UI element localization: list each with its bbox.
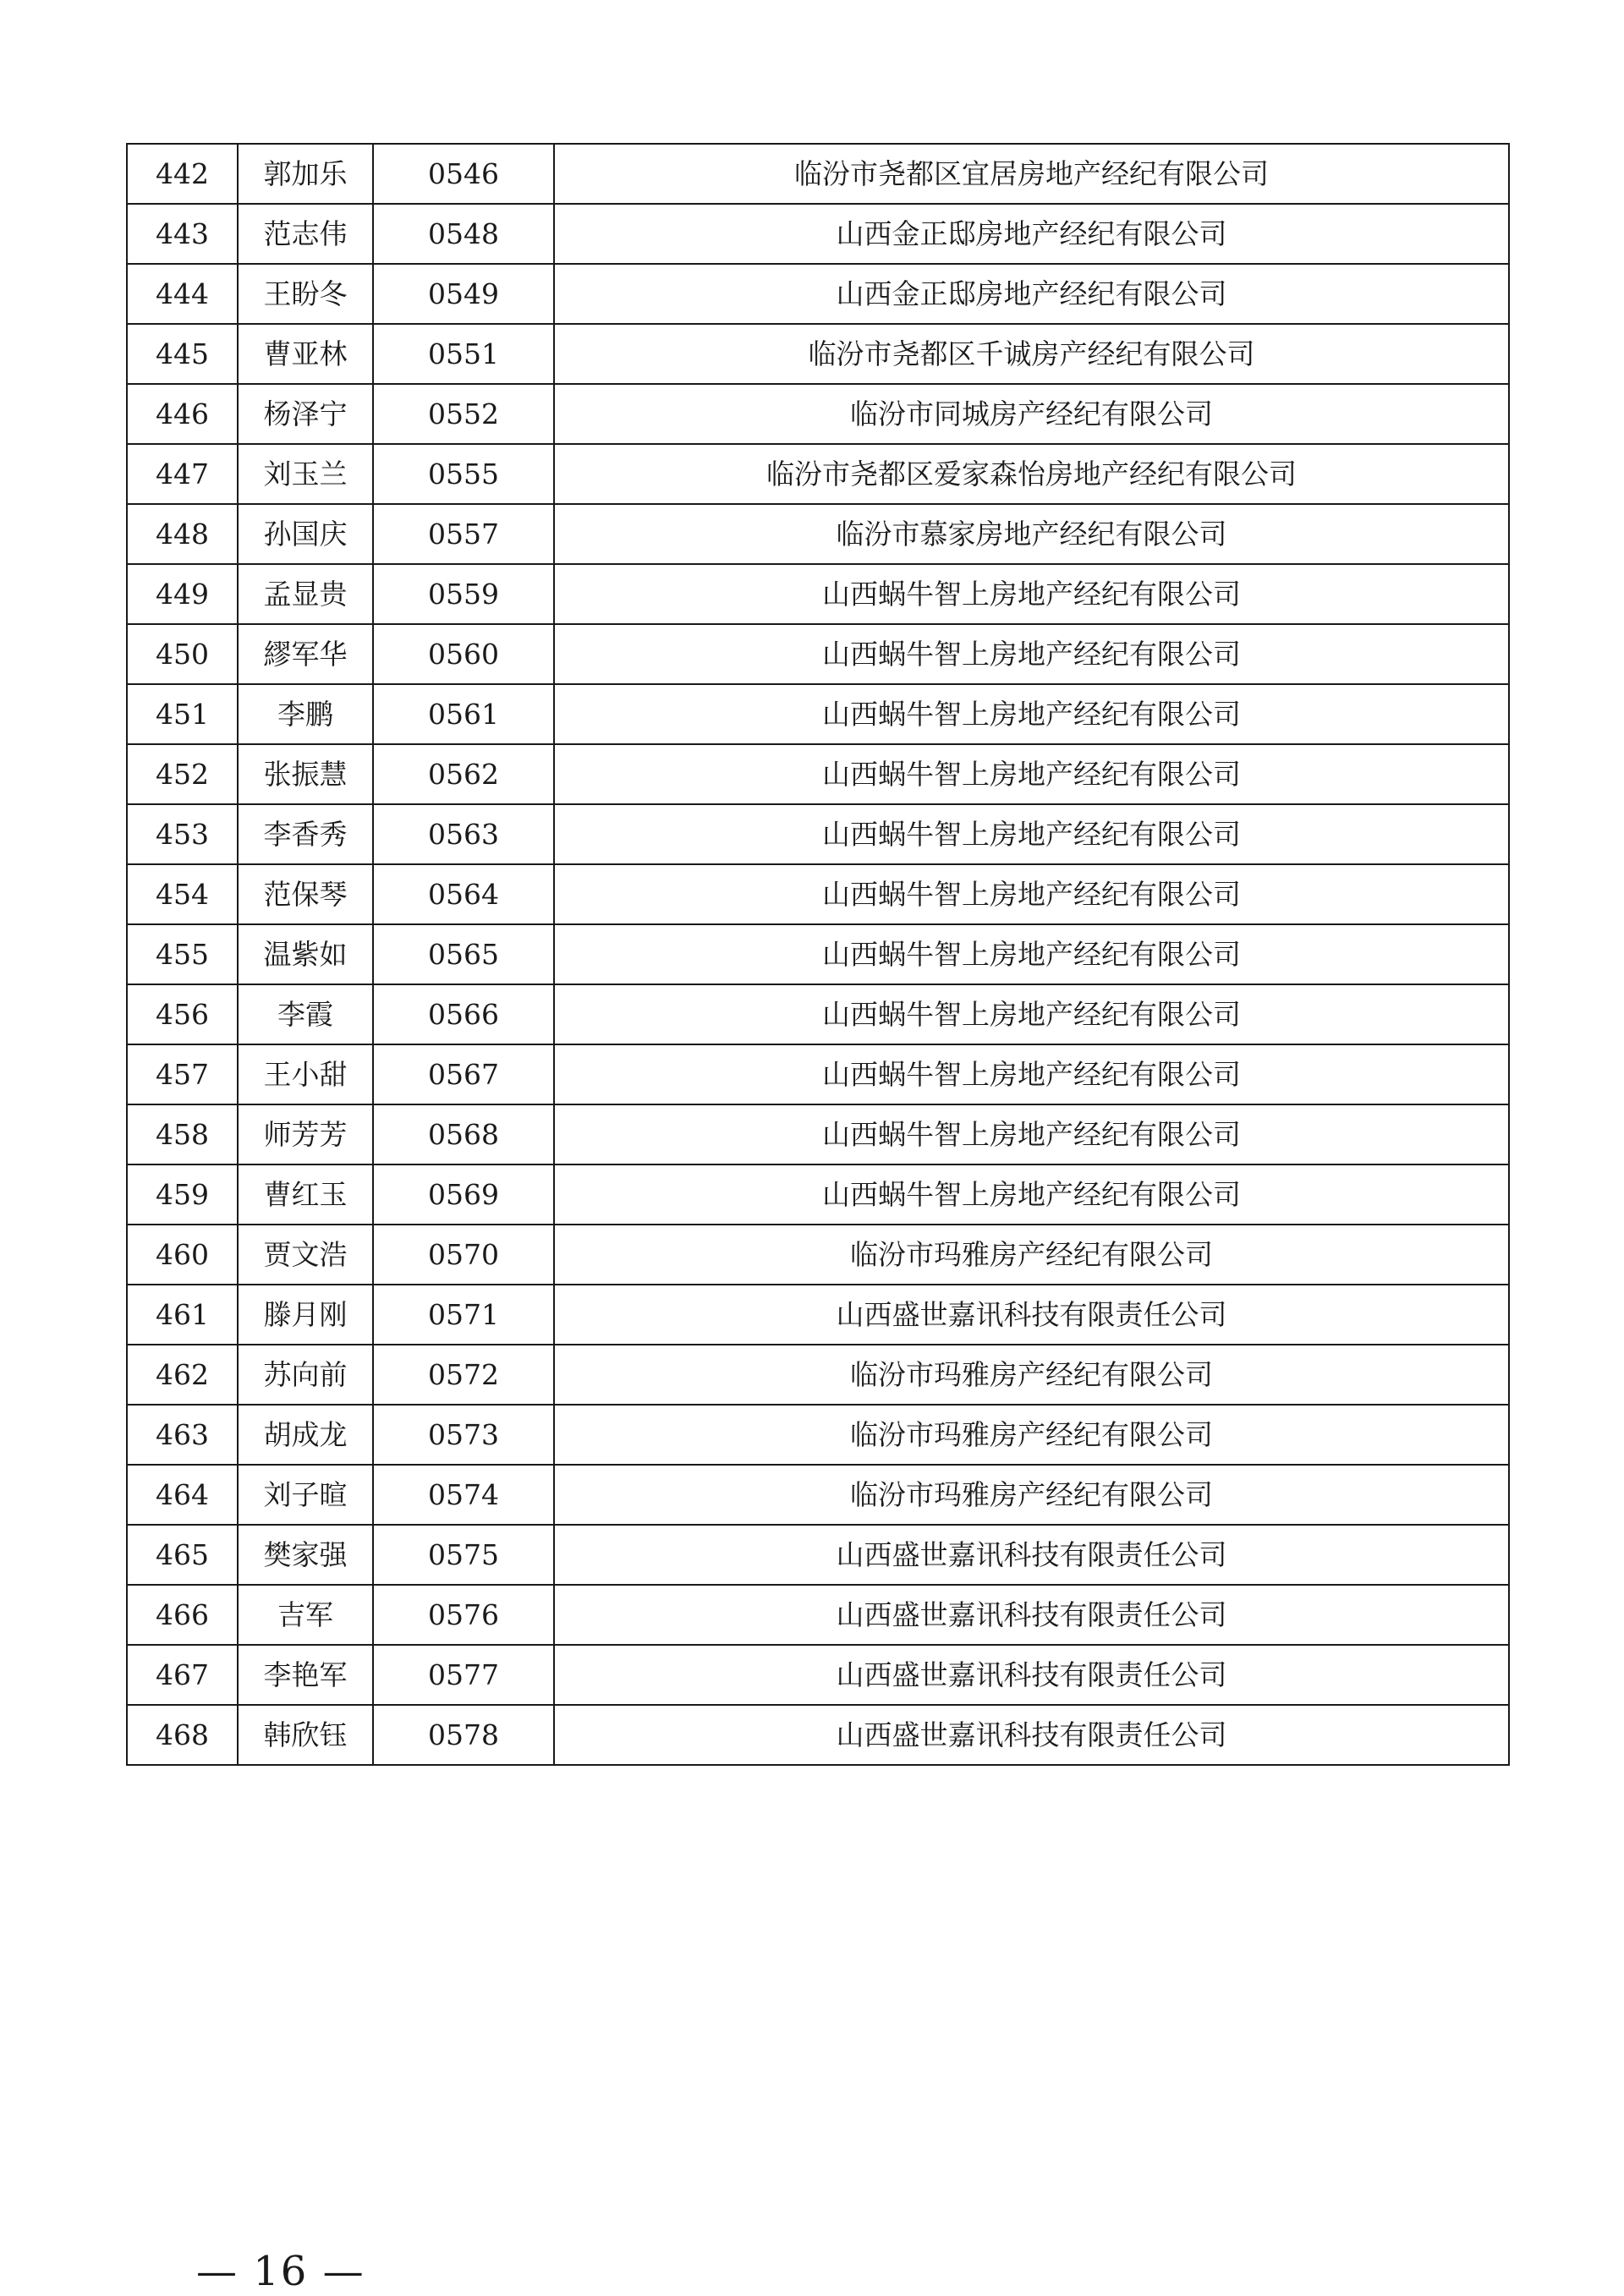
row-name-cell: 孙国庆	[238, 504, 373, 564]
row-company-cell: 山西蜗牛智上房地产经纪有限公司	[554, 624, 1509, 684]
table-row	[127, 924, 1509, 984]
row-name-cell: 贾文浩	[238, 1225, 373, 1285]
row-company-cell: 临汾市尧都区千诚房产经纪有限公司	[554, 324, 1509, 384]
table-row	[127, 804, 1509, 864]
row-seq-cell: 451	[127, 684, 238, 744]
row-company-cell: 山西蜗牛智上房地产经纪有限公司	[554, 1104, 1509, 1164]
row-name-cell: 王盼冬	[238, 264, 373, 324]
table-row	[127, 564, 1509, 624]
row-seq-cell: 466	[127, 1585, 238, 1645]
row-seq-cell: 457	[127, 1044, 238, 1104]
row-name-cell: 孟显贵	[238, 564, 373, 624]
row-name-cell: 滕月刚	[238, 1285, 373, 1345]
row-company-cell: 山西蜗牛智上房地产经纪有限公司	[554, 1044, 1509, 1104]
row-code-cell: 0572	[373, 1345, 554, 1405]
row-name-cell: 范保琴	[238, 864, 373, 924]
row-name-cell: 李艳军	[238, 1645, 373, 1705]
row-company-cell: 山西蜗牛智上房地产经纪有限公司	[554, 684, 1509, 744]
row-code-cell: 0576	[373, 1585, 554, 1645]
row-name-cell: 李香秀	[238, 804, 373, 864]
row-code-cell: 0569	[373, 1164, 554, 1225]
row-company-cell: 临汾市同城房产经纪有限公司	[554, 384, 1509, 444]
row-code-cell: 0559	[373, 564, 554, 624]
row-company-cell: 临汾市慕家房地产经纪有限公司	[554, 504, 1509, 564]
row-seq-cell: 453	[127, 804, 238, 864]
registry-table-body	[127, 144, 1509, 1765]
row-seq-cell: 456	[127, 984, 238, 1044]
row-seq-cell: 447	[127, 444, 238, 504]
table-row	[127, 1405, 1509, 1465]
row-code-cell: 0557	[373, 504, 554, 564]
row-company-cell: 山西金正邸房地产经纪有限公司	[554, 264, 1509, 324]
row-name-cell: 繆军华	[238, 624, 373, 684]
table-row	[127, 744, 1509, 804]
registry-table	[126, 143, 1510, 1766]
row-company-cell: 山西盛世嘉讯科技有限责任公司	[554, 1285, 1509, 1345]
row-company-cell: 山西蜗牛智上房地产经纪有限公司	[554, 864, 1509, 924]
row-code-cell: 0546	[373, 144, 554, 204]
row-name-cell: 胡成龙	[238, 1405, 373, 1465]
table-row	[127, 264, 1509, 324]
row-company-cell: 山西蜗牛智上房地产经纪有限公司	[554, 744, 1509, 804]
row-company-cell: 山西盛世嘉讯科技有限责任公司	[554, 1585, 1509, 1645]
row-company-cell: 山西盛世嘉讯科技有限责任公司	[554, 1645, 1509, 1705]
table-row	[127, 384, 1509, 444]
row-seq-cell: 445	[127, 324, 238, 384]
row-seq-cell: 461	[127, 1285, 238, 1345]
table-row	[127, 504, 1509, 564]
row-code-cell: 0573	[373, 1405, 554, 1465]
row-seq-cell: 444	[127, 264, 238, 324]
table-row	[127, 1164, 1509, 1225]
row-name-cell: 樊家强	[238, 1525, 373, 1585]
table-row	[127, 1585, 1509, 1645]
row-seq-cell: 455	[127, 924, 238, 984]
row-name-cell: 刘玉兰	[238, 444, 373, 504]
row-seq-cell: 450	[127, 624, 238, 684]
row-name-cell: 郭加乐	[238, 144, 373, 204]
row-seq-cell: 449	[127, 564, 238, 624]
row-company-cell: 山西蜗牛智上房地产经纪有限公司	[554, 924, 1509, 984]
row-name-cell: 张振慧	[238, 744, 373, 804]
row-code-cell: 0574	[373, 1465, 554, 1525]
row-company-cell: 山西盛世嘉讯科技有限责任公司	[554, 1705, 1509, 1765]
row-code-cell: 0575	[373, 1525, 554, 1585]
row-name-cell: 范志伟	[238, 204, 373, 264]
row-code-cell: 0570	[373, 1225, 554, 1285]
row-seq-cell: 452	[127, 744, 238, 804]
row-code-cell: 0552	[373, 384, 554, 444]
row-company-cell: 临汾市尧都区宜居房地产经纪有限公司	[554, 144, 1509, 204]
table-row	[127, 1104, 1509, 1164]
row-name-cell: 刘子暄	[238, 1465, 373, 1525]
row-code-cell: 0564	[373, 864, 554, 924]
table-row	[127, 1285, 1509, 1345]
row-seq-cell: 459	[127, 1164, 238, 1225]
row-name-cell: 曹红玉	[238, 1164, 373, 1225]
row-code-cell: 0549	[373, 264, 554, 324]
row-seq-cell: 460	[127, 1225, 238, 1285]
row-seq-cell: 443	[127, 204, 238, 264]
table-row	[127, 1465, 1509, 1525]
row-code-cell: 0577	[373, 1645, 554, 1705]
row-name-cell: 吉军	[238, 1585, 373, 1645]
row-code-cell: 0561	[373, 684, 554, 744]
table-row	[127, 444, 1509, 504]
row-name-cell: 曹亚林	[238, 324, 373, 384]
row-name-cell: 温紫如	[238, 924, 373, 984]
row-code-cell: 0578	[373, 1705, 554, 1765]
row-code-cell: 0568	[373, 1104, 554, 1164]
row-name-cell: 李霞	[238, 984, 373, 1044]
row-company-cell: 山西蜗牛智上房地产经纪有限公司	[554, 984, 1509, 1044]
row-seq-cell: 467	[127, 1645, 238, 1705]
row-seq-cell: 465	[127, 1525, 238, 1585]
row-seq-cell: 446	[127, 384, 238, 444]
row-code-cell: 0555	[373, 444, 554, 504]
row-code-cell: 0571	[373, 1285, 554, 1345]
row-seq-cell: 464	[127, 1465, 238, 1525]
row-seq-cell: 462	[127, 1345, 238, 1405]
table-row	[127, 144, 1509, 204]
table-row	[127, 1225, 1509, 1285]
table-row	[127, 864, 1509, 924]
table-row	[127, 1525, 1509, 1585]
row-code-cell: 0551	[373, 324, 554, 384]
row-code-cell: 0548	[373, 204, 554, 264]
row-code-cell: 0560	[373, 624, 554, 684]
row-code-cell: 0566	[373, 984, 554, 1044]
row-seq-cell: 458	[127, 1104, 238, 1164]
row-name-cell: 师芳芳	[238, 1104, 373, 1164]
row-code-cell: 0565	[373, 924, 554, 984]
row-company-cell: 山西蜗牛智上房地产经纪有限公司	[554, 564, 1509, 624]
row-company-cell: 临汾市玛雅房产经纪有限公司	[554, 1465, 1509, 1525]
row-code-cell: 0567	[373, 1044, 554, 1104]
row-name-cell: 李鹏	[238, 684, 373, 744]
row-code-cell: 0562	[373, 744, 554, 804]
row-seq-cell: 448	[127, 504, 238, 564]
row-seq-cell: 463	[127, 1405, 238, 1465]
row-company-cell: 临汾市玛雅房产经纪有限公司	[554, 1345, 1509, 1405]
table-row	[127, 684, 1509, 744]
table-row	[127, 1044, 1509, 1104]
page-number: — 16 —	[196, 2248, 365, 2295]
row-name-cell: 杨泽宁	[238, 384, 373, 444]
row-name-cell: 苏向前	[238, 1345, 373, 1405]
row-company-cell: 山西金正邸房地产经纪有限公司	[554, 204, 1509, 264]
row-code-cell: 0563	[373, 804, 554, 864]
row-name-cell: 王小甜	[238, 1044, 373, 1104]
row-name-cell: 韩欣钰	[238, 1705, 373, 1765]
table-row	[127, 1705, 1509, 1765]
table-row	[127, 324, 1509, 384]
row-company-cell: 临汾市玛雅房产经纪有限公司	[554, 1225, 1509, 1285]
table-row	[127, 1345, 1509, 1405]
row-company-cell: 山西盛世嘉讯科技有限责任公司	[554, 1525, 1509, 1585]
row-seq-cell: 468	[127, 1705, 238, 1765]
row-company-cell: 临汾市玛雅房产经纪有限公司	[554, 1405, 1509, 1465]
table-row	[127, 1645, 1509, 1705]
table-row	[127, 984, 1509, 1044]
row-seq-cell: 442	[127, 144, 238, 204]
table-row	[127, 624, 1509, 684]
row-company-cell: 山西蜗牛智上房地产经纪有限公司	[554, 1164, 1509, 1225]
row-seq-cell: 454	[127, 864, 238, 924]
table-row	[127, 204, 1509, 264]
row-company-cell: 临汾市尧都区爱家森怡房地产经纪有限公司	[554, 444, 1509, 504]
row-company-cell: 山西蜗牛智上房地产经纪有限公司	[554, 804, 1509, 864]
